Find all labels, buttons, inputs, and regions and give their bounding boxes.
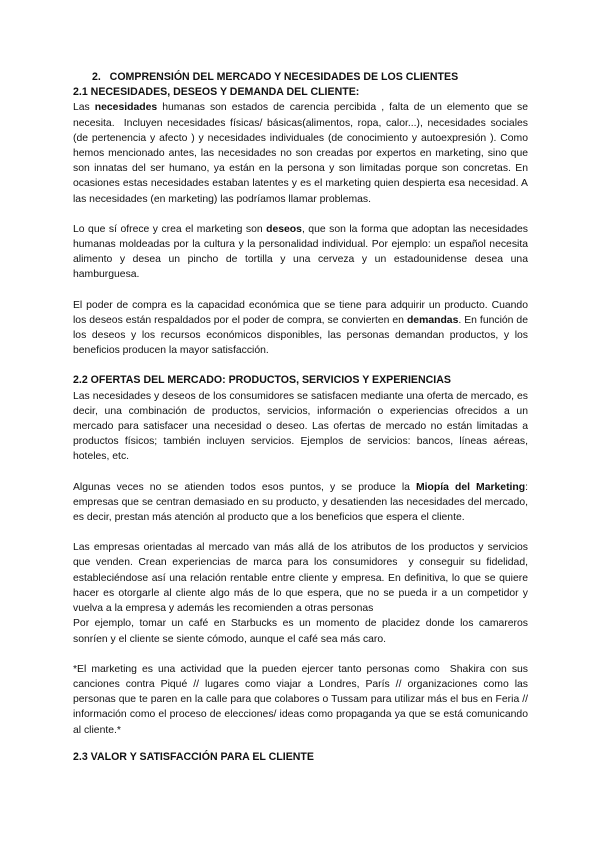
text-run: Algunas veces no se atienden todos esos puntos, y se produce la bbox=[73, 481, 417, 493]
section-2-3-heading: 2.3 VALOR Y SATISFACCIÓN PARA EL CLIENTE bbox=[73, 750, 314, 763]
paragraph-nota-marketing: *El marketing es una actividad que la pueden ejercer tanto personas como Shakira con sus canciones contra Piqué // lugares como viajar a Londres, París // organizaciones como las personas que te paren en la calle para que colabores o Tussam para utilizar más el bus en Feria // información como el proceso de elecciones/ ideas como propaganda ya que se está comunicando al cliente.* bbox=[73, 663, 528, 736]
paragraph-experiencias: Las empresas orientadas al mercado van más allá de los atributos de los productos y servicios que venden. Crean experiencias de marca para los consumidores y conseguir su fidelidad, estableciéndose así una relación rentable entre cliente y empresa. En definitiva, lo que se quiere hacer es otorgarle al cliente algo más de lo que espera, que no se pueda ir a un competidor y vuelva a la empresa y además les recomienden a otras personas bbox=[73, 542, 528, 615]
paragraph-ejemplo-starbucks: Por ejemplo, tomar un café en Starbucks es un momento de placidez donde los camareros sonríen y el cliente se siente cómodo, aunque el café sea más caro. bbox=[73, 618, 528, 645]
text-run: El poder de compra es la capacidad económica que se tiene para adquirir un producto. Cuando los deseos están respaldados por el poder de compra, se convierten en bbox=[73, 299, 528, 326]
chapter-heading: 2. COMPRENSIÓN DEL MERCADO Y NECESIDADES DE LOS CLIENTES bbox=[92, 71, 459, 83]
paragraph-miopia bbox=[73, 480, 528, 526]
paragraph-necesidades bbox=[73, 100, 528, 206]
bold-term-deseos: deseos bbox=[266, 223, 302, 235]
text-run: . En función de los deseos y los recursos económicos disponibles, las personas demandan productos, y los beneficios producen la mayor satisfacción. bbox=[73, 314, 528, 357]
document-content bbox=[73, 70, 528, 765]
text-run: Lo que sí ofrece y crea el marketing son bbox=[73, 223, 267, 235]
text-run: , que son la forma que adoptan las necesidades humanas moldeadas por la cultura y la personalidad individual. Por ejemplo: un español necesita alimento y desea un pincho de tortilla y una cerveza y un estadounidense desea una hamburguesa. bbox=[73, 223, 528, 281]
text-run: Las bbox=[73, 102, 95, 114]
bold-term-demandas: demandas bbox=[406, 314, 459, 326]
section-2-1-heading: 2.1 NECESIDADES, DESEOS Y DEMANDA DEL CLIENTE: bbox=[73, 86, 360, 99]
paragraph-deseos bbox=[73, 222, 528, 283]
paragraph-demandas bbox=[73, 298, 528, 359]
text-run: humanas son estados de carencia percibida , falta de un elemento que se necesita. Incluyen necesidades físicas/ básicas(alimentos, ropa, calor...), necesidades sociales (de pertenencia y afecto ) y necesidades individuales (de conocimiento y autoexpresión ). Como hemos mencionado antes, las necesidades no son creadas por expertos en marketing, sino que son innatas del ser humano, ya están en la persona y son limitadas porque son concretas. En ocasiones estas necesidades estaban latentes y es el marketing quien despierta esa necesidad. A las necesidades (en marketing) las podríamos llamar problemas. bbox=[73, 102, 528, 205]
paragraph-ofertas: Las necesidades y deseos de los consumidores se satisfacen mediante una oferta de mercado, es decir, una combinación de productos, servicios, información o experiencias ofrecidos a un mercado para satisfacer una necesidad o deseo. Las ofertas de mercado no están limitadas a productos físicos; también incluyen servicios. Ejemplos de servicios: bancos, líneas aéreas, hoteles, etc. bbox=[73, 390, 528, 463]
text-run: : empresas que se centran demasiado en su producto, y desatienden las necesidades del mercado, es decir, prestan más atención al producto que a los beneficios que espera el cliente. bbox=[73, 481, 529, 524]
bold-term-miopia: Miopía del Marketing bbox=[416, 481, 526, 493]
section-2-2-heading: 2.2 OFERTAS DEL MERCADO: PRODUCTOS, SERVICIOS Y EXPERIENCIAS bbox=[73, 374, 451, 387]
bold-term-necesidades: necesidades bbox=[94, 102, 158, 114]
